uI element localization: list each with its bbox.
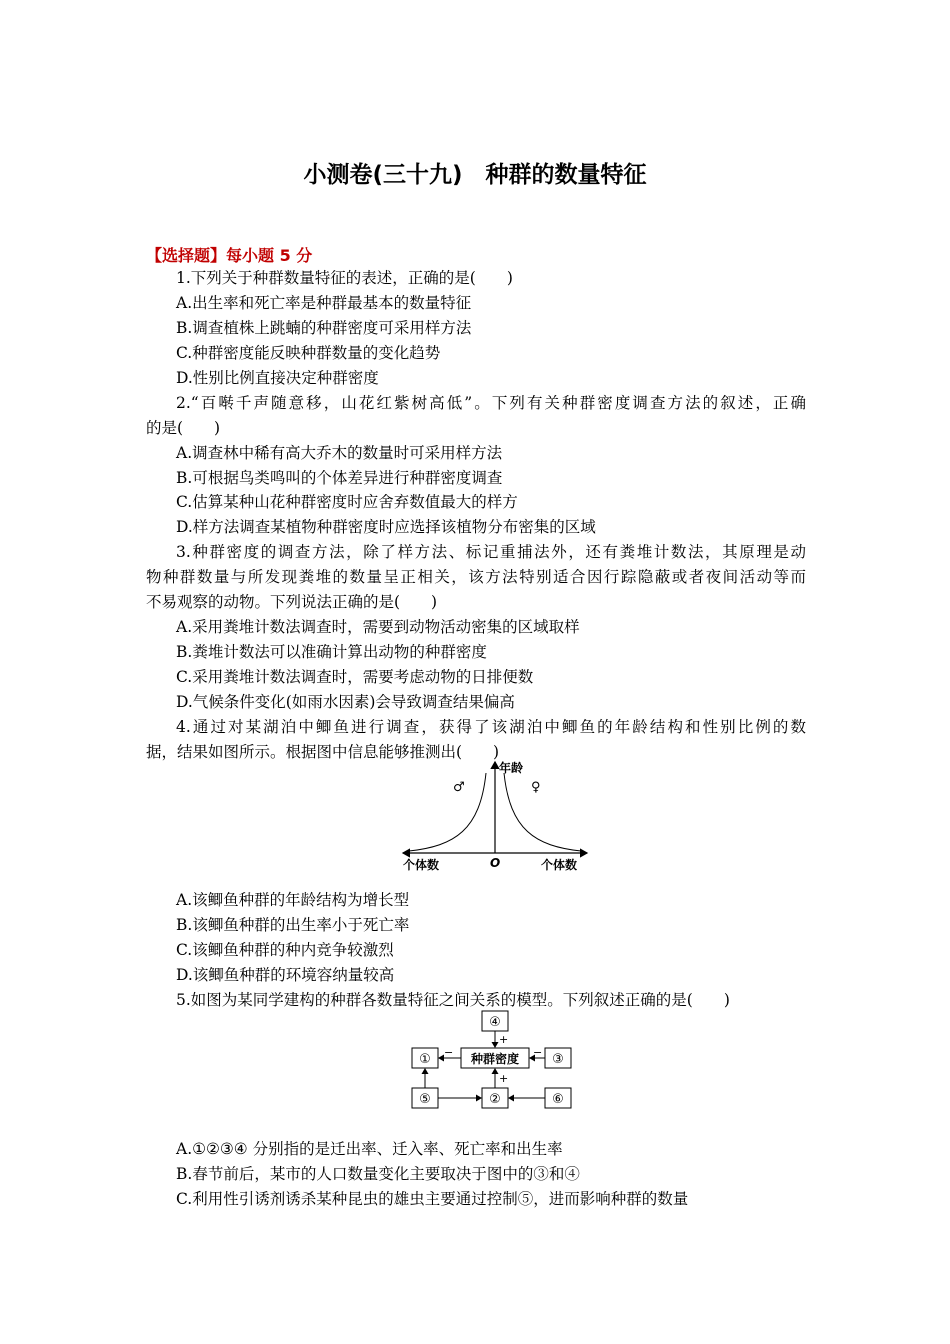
q1-stem: 1.下列关于种群数量特征的表述，正确的是( ) [176, 269, 513, 287]
q4-option-c: C.该鲫鱼种群的种内竞争较激烈 [176, 941, 394, 959]
q2-stem-line2: 的是( ) [146, 419, 221, 437]
label-3: ③ [552, 1052, 564, 1067]
label-1: ① [419, 1052, 431, 1067]
q4-option-a: A.该鲫鱼种群的年龄结构为增长型 [176, 891, 410, 909]
q3-option-a: A.采用粪堆计数法调查时，需要到动物活动密集的区域取样 [176, 618, 580, 636]
section-label: 【选择题】每小题 5 分 [146, 246, 313, 265]
q4-stem-line1: 4.通过对某湖泊中鲫鱼进行调查，获得了该湖泊中鲫鱼的年龄结构和性别比例的数 [176, 718, 806, 736]
q4-option-b: B.该鲫鱼种群的出生率小于死亡率 [176, 916, 410, 934]
label-6: ⑥ [552, 1092, 564, 1107]
label-2: ② [489, 1092, 501, 1107]
q4-stem-line2: 据，结果如图所示。根据图中信息能够推测出( ) [146, 743, 500, 761]
q5-option-a: A.①②③④ 分别指的是迁出率、迁入率、死亡率和出生率 [176, 1140, 563, 1158]
page-title: 小测卷(三十九) 种群的数量特征 [303, 162, 647, 188]
q4-option-d: D.该鲫鱼种群的环境容纳量较高 [176, 966, 395, 984]
q3-stem-line1: 3.种群密度的调查方法，除了样方法、标记重捕法外，还有粪堆计数法，其原理是动 [176, 543, 806, 561]
q5-option-c: C.利用性引诱剂诱杀某种昆虫的雄虫主要通过控制⑤，进而影响种群的数量 [176, 1190, 689, 1208]
label-4: ④ [489, 1015, 501, 1030]
male-curve [409, 773, 486, 851]
y-axis-label: 年龄 [499, 761, 524, 775]
female-curve [504, 773, 581, 851]
q1-option-a: A.出生率和死亡率是种群最基本的数量特征 [176, 294, 472, 312]
x-axis-label-left: 个体数 [403, 858, 440, 872]
origin-label: O [490, 856, 501, 870]
q2-stem-line1: 2.“百啭千声随意移，山花红紫树高低”。下列有关种群密度调查方法的叙述，正确 [176, 394, 806, 412]
q3-option-b: B.粪堆计数法可以准确计算出动物的种群密度 [176, 643, 487, 661]
q3-stem-line2: 物种群数量与所发现粪堆的数量呈正相关，该方法特别适合因行踪隐蔽或者夜间活动等而 [146, 568, 806, 586]
female-symbol: ♀ [531, 780, 541, 795]
label-5: ⑤ [419, 1092, 431, 1107]
sign-plus-bottom: + [499, 1072, 509, 1085]
q3-stem-line3: 不易观察的动物。下列说法正确的是( ) [146, 593, 438, 611]
q2-option-b: B.可根据鸟类鸣叫的个体差异进行种群密度调查 [176, 469, 503, 487]
q3-option-d: D.气候条件变化(如雨水因素)会导致调查结果偏高 [176, 693, 515, 711]
q3-option-c: C.采用粪堆计数法调查时，需要考虑动物的日排便数 [176, 668, 534, 686]
q2-option-d: D.样方法调查某植物种群密度时应选择该植物分布密集的区域 [176, 518, 596, 536]
q1-option-c: C.种群密度能反映种群数量的变化趋势 [176, 344, 441, 362]
label-population-density: 种群密度 [470, 1052, 520, 1066]
q5-stem: 5.如图为某同学建构的种群各数量特征之间关系的模型。下列叙述正确的是( ) [176, 991, 730, 1009]
sign-minus-left: − [444, 1046, 454, 1059]
q1-option-b: B.调查植株上跳蝻的种群密度可采用样方法 [176, 319, 472, 337]
q2-option-c: C.估算某种山花种群密度时应舍弃数值最大的样方 [176, 493, 518, 511]
sign-plus-top: + [499, 1033, 509, 1046]
x-axis-label-right: 个体数 [541, 858, 578, 872]
q1-option-d: D.性别比例直接决定种群密度 [176, 369, 379, 387]
q2-option-a: A.调查林中稀有高大乔木的数量时可采用样方法 [176, 444, 503, 462]
age-structure-figure [395, 758, 595, 876]
population-model-figure [405, 1008, 585, 1114]
male-symbol: ♂ [453, 780, 465, 795]
q5-option-b: B.春节前后，某市的人口数量变化主要取决于图中的③和④ [176, 1165, 580, 1183]
sign-minus-right: − [533, 1046, 543, 1059]
